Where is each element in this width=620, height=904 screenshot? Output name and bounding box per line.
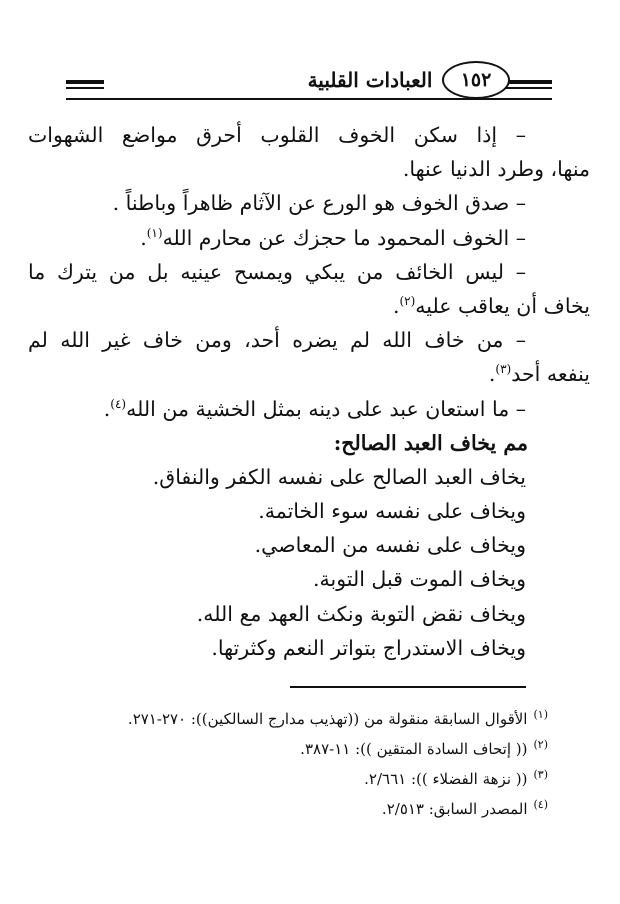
- text-line-content: – ما استعان عبد على دينه بمثل الخشية من الله: [126, 396, 526, 421]
- text-line-content: يخاف أن يعاقب عليه: [415, 293, 590, 318]
- main-text: [28, 118, 590, 665]
- text-line: – ليس الخائف من يبكي ويمسح عينيه بل من يترك ما: [28, 259, 526, 284]
- list-item: ويخاف على نفسه من المعاصي.: [254, 533, 526, 558]
- text-line-content: ينفعه أحد: [511, 362, 590, 387]
- page-header: [0, 58, 620, 106]
- text-line: [28, 289, 590, 323]
- footnotes: [48, 700, 548, 820]
- footnote-ref: (٤): [110, 396, 127, 411]
- list-item: ويخاف على نفسه سوء الخاتمة.: [258, 499, 526, 524]
- footnote-mark: (٣): [533, 768, 548, 781]
- text-line-end: .: [103, 396, 111, 421]
- text-line-end: .: [140, 225, 147, 250]
- footnote-mark: (٤): [533, 798, 548, 811]
- list-item: ويخاف الاستدراج بتواتر النعم وكثرتها.: [211, 635, 526, 660]
- list-item: ويخاف نقض التوبة ونكث العهد مع الله.: [196, 601, 526, 626]
- text-line: منها، وطرد الدنيا عنها.: [402, 157, 590, 182]
- section-heading: مم يخاف العبد الصالح:: [333, 430, 528, 455]
- text-line: – صدق الخوف هو الورع عن الآثام ظاهراً وباطناً .: [112, 191, 526, 216]
- footnote-ref: (٣): [495, 362, 512, 377]
- footnote-separator: [290, 686, 526, 688]
- footnote-text: (( إتحاف السادة المتقين )): ١١-٣٨٧.: [300, 740, 528, 758]
- header-rule-left-thick: [66, 80, 104, 84]
- footnote-mark: (٢): [533, 738, 548, 751]
- header-rule-right-thin: [506, 87, 552, 89]
- text-line: [28, 221, 590, 255]
- page-number-badge: [442, 61, 510, 99]
- list-item: يخاف العبد الصالح على نفسه الكفر والنفاق.: [152, 464, 526, 489]
- text-line: [28, 357, 590, 391]
- footnote-text: الأقوال السابقة منقولة من ((تهذيب مدارج السالكين)): ٢٧٠-٢٧١.: [127, 710, 528, 728]
- footnote: [48, 790, 548, 820]
- footnote-mark: (١): [533, 708, 548, 721]
- footnote-ref: (٢): [399, 294, 416, 309]
- footnote-text: المصدر السابق: ٢/٥١٣.: [381, 800, 528, 818]
- footnote-text: (( نزهة الفضلاء )): ٢/٦٦١.: [364, 770, 528, 788]
- text-line: – إذا سكن الخوف القلوب أحرق مواضع الشهوات: [28, 123, 526, 147]
- header-rule-left-thin: [66, 87, 104, 89]
- footnote: [48, 700, 548, 730]
- list-item: ويخاف الموت قبل التوبة.: [312, 567, 526, 592]
- text-line-content: – الخوف المحمود ما حجزك عن محارم الله: [162, 225, 526, 250]
- text-line-end: .: [392, 293, 400, 318]
- header-rule-right-thick: [506, 80, 552, 84]
- text-line: – من خاف الله لم يضره أحد، ومن خاف غير الله لم: [28, 328, 526, 353]
- page-number: ١٥٢: [460, 69, 492, 91]
- text-line: [28, 392, 590, 426]
- footnote-ref: (١): [146, 225, 163, 240]
- running-title: العبادات القلبية: [307, 68, 433, 92]
- text-line-end: .: [488, 362, 496, 387]
- footnote: [48, 730, 548, 760]
- footnote: [48, 760, 548, 790]
